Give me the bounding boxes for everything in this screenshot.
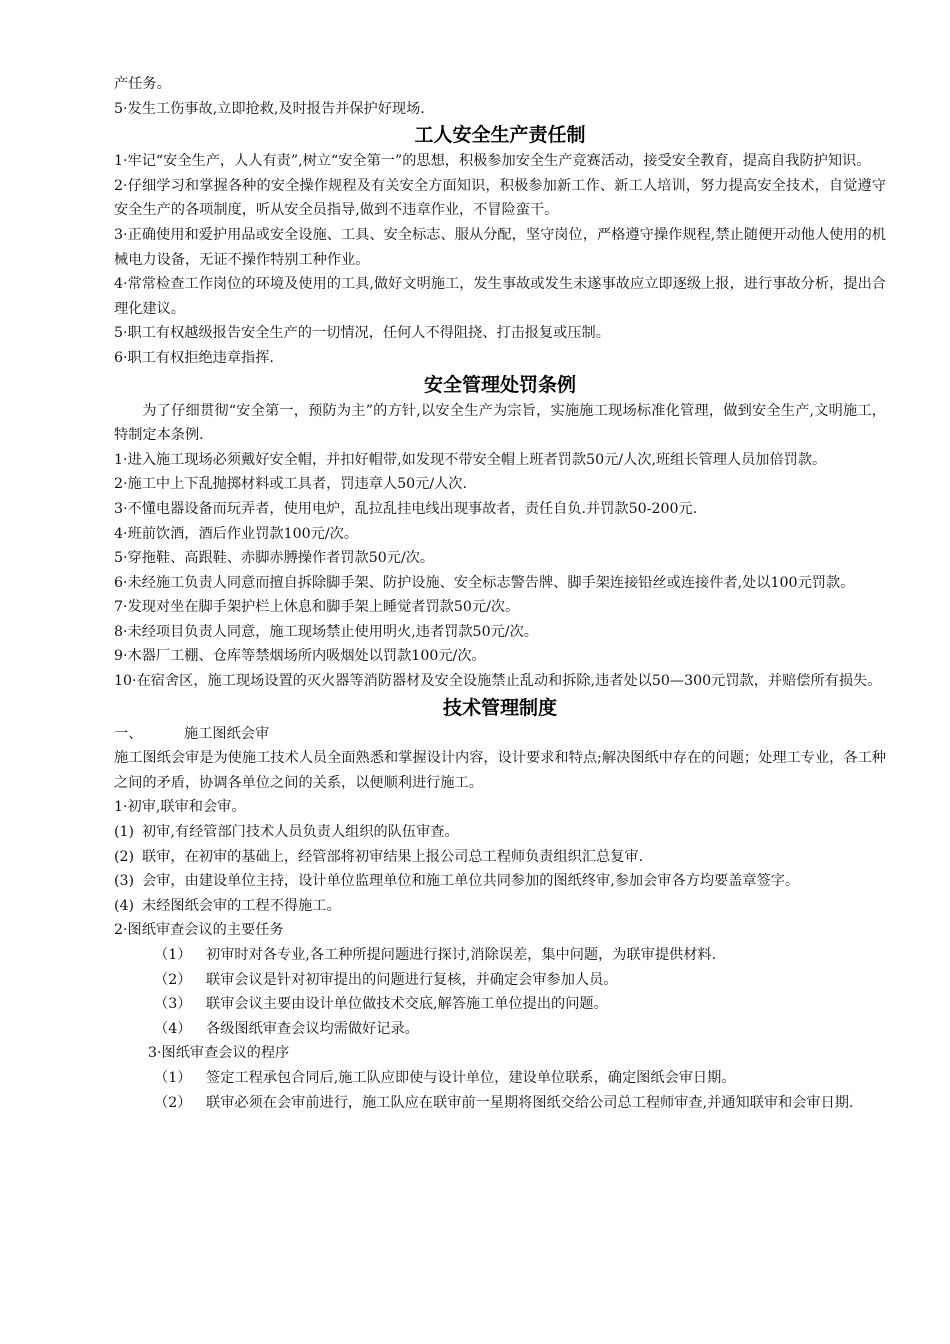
s3-list1-item (114, 894, 886, 919)
s2-item-3: 3·不懂电器设备而玩弄者，使用电炉，乱拉乱挂电线出现事故者，责任自负.并罚款50-200元. (114, 500, 698, 517)
list-number: （2） (154, 971, 192, 988)
list-number: (3) (114, 873, 135, 890)
s1-item-4: 4·常常检查工作岗位的环境及使用的工具,做好文明施工，发生事故或发生未遂事故应立即逐级上报，进行事故分析，提出合理化建议。 (114, 276, 886, 317)
section-title-worker-safety: 工人安全生产责任制 (414, 124, 586, 147)
s3-heading-1: 1·初审,联审和会审。 (114, 799, 246, 816)
list-text: 联审会议是针对初审提出的问题进行复核，并确定会审参加人员。 (206, 971, 618, 988)
list-number: （1） (154, 947, 192, 963)
list-text: 会审，由建设单位主持，设计单位监理单位和施工单位共同参加的图纸终审,参加会审各方均要盖章签字。 (142, 873, 800, 890)
s3-sec-title: 施工图纸会审 (184, 725, 270, 742)
list-text: 各级图纸审查会议均需做好记录。 (206, 1020, 419, 1037)
s1-item-1: 1·牢记“安全生产，人人有责”,树立“安全第一”的思想，积极参加安全生产竞赛活动，接受安全教育，提高自我防护知识。 (114, 153, 871, 170)
s2-item-10: 10·在宿舍区，施工现场设置的灭火器等消防器材及安全设施禁止乱动和拆除,违者处以50—300元罚款，并赔偿所有损失。 (114, 673, 882, 690)
list-number: (4) (114, 897, 135, 914)
s2-item-6: 6·未经施工负责人同意而擅自拆除脚手架、防护设施、安全标志警告牌、脚手架连接铅丝或连接件者,处以100元罚款。 (114, 574, 855, 591)
list-number: （3） (154, 996, 192, 1013)
list-number: (1) (114, 824, 135, 841)
section-title-penalty-rules: 安全管理处罚条例 (423, 373, 576, 396)
list-number: （4） (154, 1020, 192, 1037)
document-page (114, 72, 886, 1115)
s3-list3-item (114, 1091, 886, 1116)
list-number: （1） (154, 1069, 192, 1086)
section-title-tech-management: 技术管理制度 (442, 696, 557, 719)
s3-list1-item (114, 869, 886, 894)
s3-list3-item (114, 1066, 886, 1091)
list-text: 初审,有经管部门技术人员负责人组织的队伍审查。 (142, 824, 459, 841)
list-number: (2) (114, 848, 135, 865)
list-text: 初审时对各专业,各工种所提问题进行探讨,消除误差，集中问题，为联审提供材料. (206, 947, 717, 963)
s2-item-2: 2·施工中上下乱抛掷材料或工具者，罚违章人50元/人次. (114, 476, 468, 493)
s1-item-5: 5·职工有权越级报告安全生产的一切情况，任何人不得阻挠、打击报复或压制。 (114, 325, 610, 342)
s2-intro: 为了仔细贯彻“安全第一，预防为主”的方针,以安全生产为宗旨，实施施工现场标准化管理，做到安全生产,文明施工，特制定本条例. (114, 402, 886, 444)
s2-item-7: 7·发现对坐在脚手架护栏上休息和脚手架上睡觉者罚款50元/次。 (114, 599, 520, 616)
list-text: 联审必须在会审前进行，施工队应在联审前一星期将图纸交给公司总工程师审查,并通知联审和会审日期. (206, 1094, 854, 1111)
list-number: （2） (154, 1094, 192, 1111)
s3-list2-item (114, 968, 886, 993)
s3-subsection-heading (114, 722, 886, 747)
s3-heading-2: 2·图纸审查会议的主要任务 (114, 922, 284, 939)
s2-item-8: 8·未经项目负责人同意，施工现场禁止使用明火,违者罚款50元/次。 (114, 623, 538, 640)
s1-item-2: 2·仔细学习和掌握各种的安全操作规程及有关安全方面知识，积极参加新工作、新工人培训，努力提高安全技术，自觉遵守安全生产的各项制度，听从安全员指导,做到不违章作业，不冒险蛮干。 (114, 177, 886, 219)
intro-line-2: 5·发生工伤事故,立即抢救,及时报告并保护好现场. (114, 100, 425, 117)
list-text: 未经图纸会审的工程不得施工。 (142, 897, 341, 914)
intro-line-1: 产任务。 (114, 76, 171, 92)
s3-list2-item (114, 943, 886, 968)
s3-list2-item (114, 1017, 886, 1042)
s3-sec-num: 一、 (114, 725, 143, 742)
s2-item-5: 5·穿拖鞋、高跟鞋、赤脚赤膊操作者罚款50元/次。 (114, 550, 435, 567)
s2-item-4: 4·班前饮酒，酒后作业罚款100元/次。 (114, 525, 359, 542)
list-text: 联审会议主要由设计单位做技术交底,解答施工单位提出的问题。 (206, 996, 608, 1013)
list-text: 联审，在初审的基础上，经管部将初审结果上报公司总工程师负责组织汇总复审. (142, 848, 644, 865)
s2-item-9: 9·木器厂工棚、仓库等禁烟场所内吸烟处以罚款100元/次。 (114, 648, 486, 665)
list-text: 签定工程承包合同后,施工队应即使与设计单位，建设单位联系，确定图纸会审日期。 (206, 1069, 736, 1086)
s3-paragraph: 施工图纸会审是为使施工技术人员全面熟悉和掌握设计内容，设计要求和特点;解决图纸中存在的问题；处理工专业，各工种之间的矛盾，协调各单位之间的关系，以便顺利进行施工。 (114, 750, 886, 791)
s3-list1-item (114, 820, 886, 845)
s1-item-6: 6·职工有权拒绝违章指挥. (114, 349, 274, 366)
s1-item-3: 3·正确使用和爱护用品或安全设施、工具、安全标志、服从分配，坚守岗位，严格遵守操作规程,禁止随便开动他人使用的机械电力设备，无证不操作特别工种作业。 (114, 226, 886, 268)
s3-list2-item (114, 992, 886, 1017)
s3-list1-item (114, 845, 886, 870)
s3-heading-3: 3·图纸审查会议的程序 (148, 1045, 290, 1062)
s2-item-1: 1·进入施工现场必须戴好安全帽，并扣好帽带,如发现不带安全帽上班者罚款50元/人次,班组长管理人员加倍罚款。 (114, 451, 827, 468)
